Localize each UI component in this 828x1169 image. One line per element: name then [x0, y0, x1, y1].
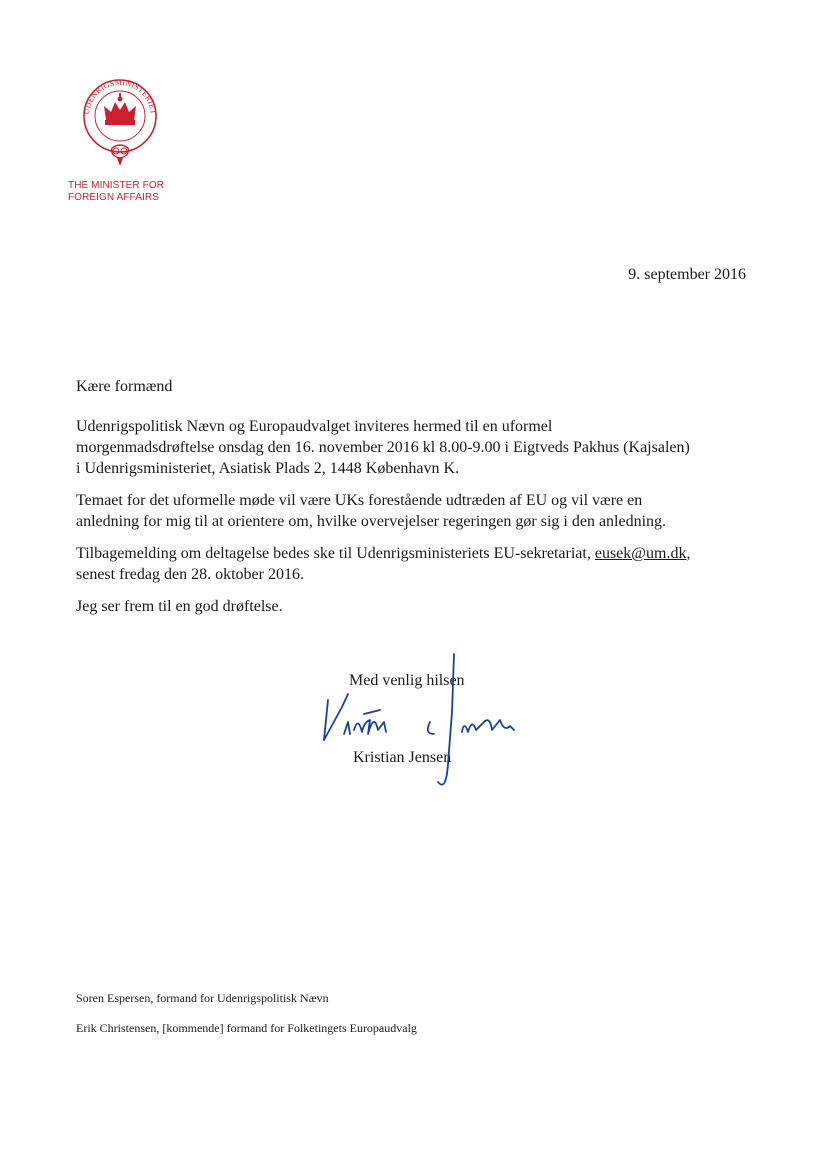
text-line: Temaet for det uformelle møde vil være UKs forestående udtræden af EU og vil være en — [76, 492, 643, 509]
text-line: Udenrigspolitisk Nævn og Europaudvalget inviteres hermed til en uformel — [76, 418, 553, 435]
text-line: morgenmadsdrøftelse onsdag den 16. november 2016 kl 8.00-9.00 i Eigtveds Pakhus (Kajsalen) — [76, 439, 690, 456]
text-line — [76, 543, 756, 564]
handwritten-signature — [314, 652, 534, 797]
letter-date: 9. september 2016 — [628, 266, 746, 283]
signatory-name: Kristian Jensen — [353, 749, 452, 766]
paragraph-closing-remark — [76, 596, 756, 617]
ministry-seal-logo — [80, 78, 160, 170]
recipient-line: Soren Espersen, formand for Udenrigspolitisk Nævn — [76, 991, 329, 1005]
text-line: i Udenrigsministeriet, Asiatisk Plads 2, 1448 København K. — [76, 460, 460, 477]
recipient-list — [76, 990, 417, 1050]
ministry-label-line2: FOREIGN AFFAIRS — [68, 192, 159, 203]
letter-body — [76, 376, 756, 628]
paragraph-rsvp — [76, 543, 756, 585]
rsvp-text: Tilbagemelding om deltagelse bedes ske til Udenrigsministeriets EU-sekretariat, — [76, 545, 595, 562]
text-line: senest fredag den 28. oktober 2016. — [76, 566, 304, 583]
text-line: Jeg ser frem til en god drøftelse. — [76, 598, 283, 615]
svg-text:UDENRIGSMINISTERIET: UDENRIGSMINISTERIET — [81, 78, 159, 115]
email-link[interactable]: eusek@um.dk — [594, 545, 687, 562]
rsvp-comma: , — [686, 545, 691, 562]
salutation: Kære formænd — [76, 378, 173, 395]
paragraph-topic — [76, 490, 756, 532]
recipient-line: Erik Christensen, [kommende] formand for Folketingets Europaudvalg — [76, 1021, 417, 1035]
ministry-label-line1: THE MINISTER FOR — [68, 180, 165, 191]
text-line: anledning for mig til at orientere om, hvilke overvejelser regeringen gør sig i den anledning. — [76, 513, 667, 530]
ministry-label — [68, 180, 208, 204]
closing-greeting: Med venlig hilsen — [349, 672, 465, 689]
paragraph-invitation — [76, 416, 756, 479]
